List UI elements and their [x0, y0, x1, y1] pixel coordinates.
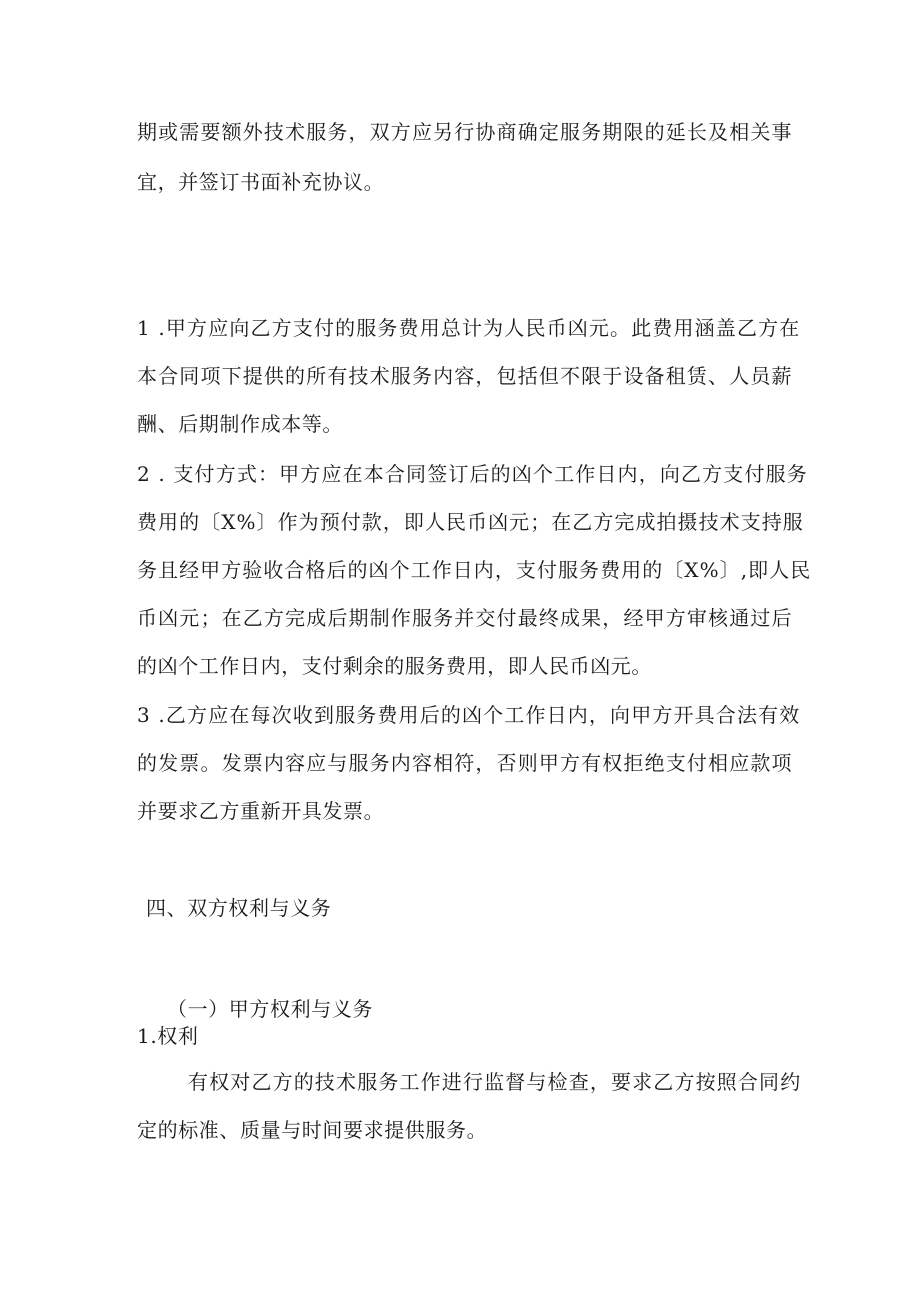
carryover-text-line-1: 期或需要额外技术服务，双方应另行协商确定服务期限的延长及相关事: [137, 120, 793, 144]
rights-body-line-2: 定的标准、质量与时间要求提供服务。: [137, 1118, 488, 1142]
rights-heading: 1.权利: [137, 1024, 199, 1048]
payment-item-2-line-3: 务且经甲方验收合格后的凶个工作日内，支付服务费用的〔X%〕,即人民: [137, 558, 812, 582]
payment-item-2-line-1: 2 . 支付方式：甲方应在本合同签订后的凶个工作日内，向乙方支付服务: [137, 462, 808, 486]
payment-item-3-line-2: 的发票。发票内容应与服务内容相符，否则甲方有权拒绝支付相应款项: [137, 751, 793, 775]
payment-item-1-line-3: 酬、后期制作成本等。: [137, 412, 343, 436]
payment-item-2-line-4: 币凶元；在乙方完成后期制作服务并交付最终成果，经甲方审核通过后: [137, 606, 793, 630]
rights-body-line-1: 有权对乙方的技术服务工作进行监督与检查，要求乙方按照合同约: [188, 1070, 802, 1094]
payment-item-1-line-2: 本合同项下提供的所有技术服务内容，包括但不限于设备租赁、人员薪: [137, 364, 793, 388]
payment-item-3-line-1: 3 .乙方应在每次收到服务费用后的凶个工作日内，向甲方开具合法有效: [137, 703, 801, 727]
payment-item-2-line-5: 的凶个工作日内，支付剩余的服务费用，即人民币凶元。: [137, 654, 652, 678]
subsection-1-heading: （一）甲方权利与义务: [167, 997, 373, 1021]
payment-item-1-line-1: 1 .甲方应向乙方支付的服务费用总计为人民币凶元。此费用涵盖乙方在: [137, 316, 801, 340]
carryover-text-line-2: 宜，并签订书面补充协议。: [137, 170, 385, 194]
payment-item-2-line-2: 费用的〔X%〕作为预付款，即人民币凶元；在乙方完成拍摄技术支持服: [137, 510, 804, 534]
payment-item-3-line-3: 并要求乙方重新开具发票。: [137, 799, 385, 823]
section-4-heading: 四、双方权利与义务: [146, 896, 332, 920]
